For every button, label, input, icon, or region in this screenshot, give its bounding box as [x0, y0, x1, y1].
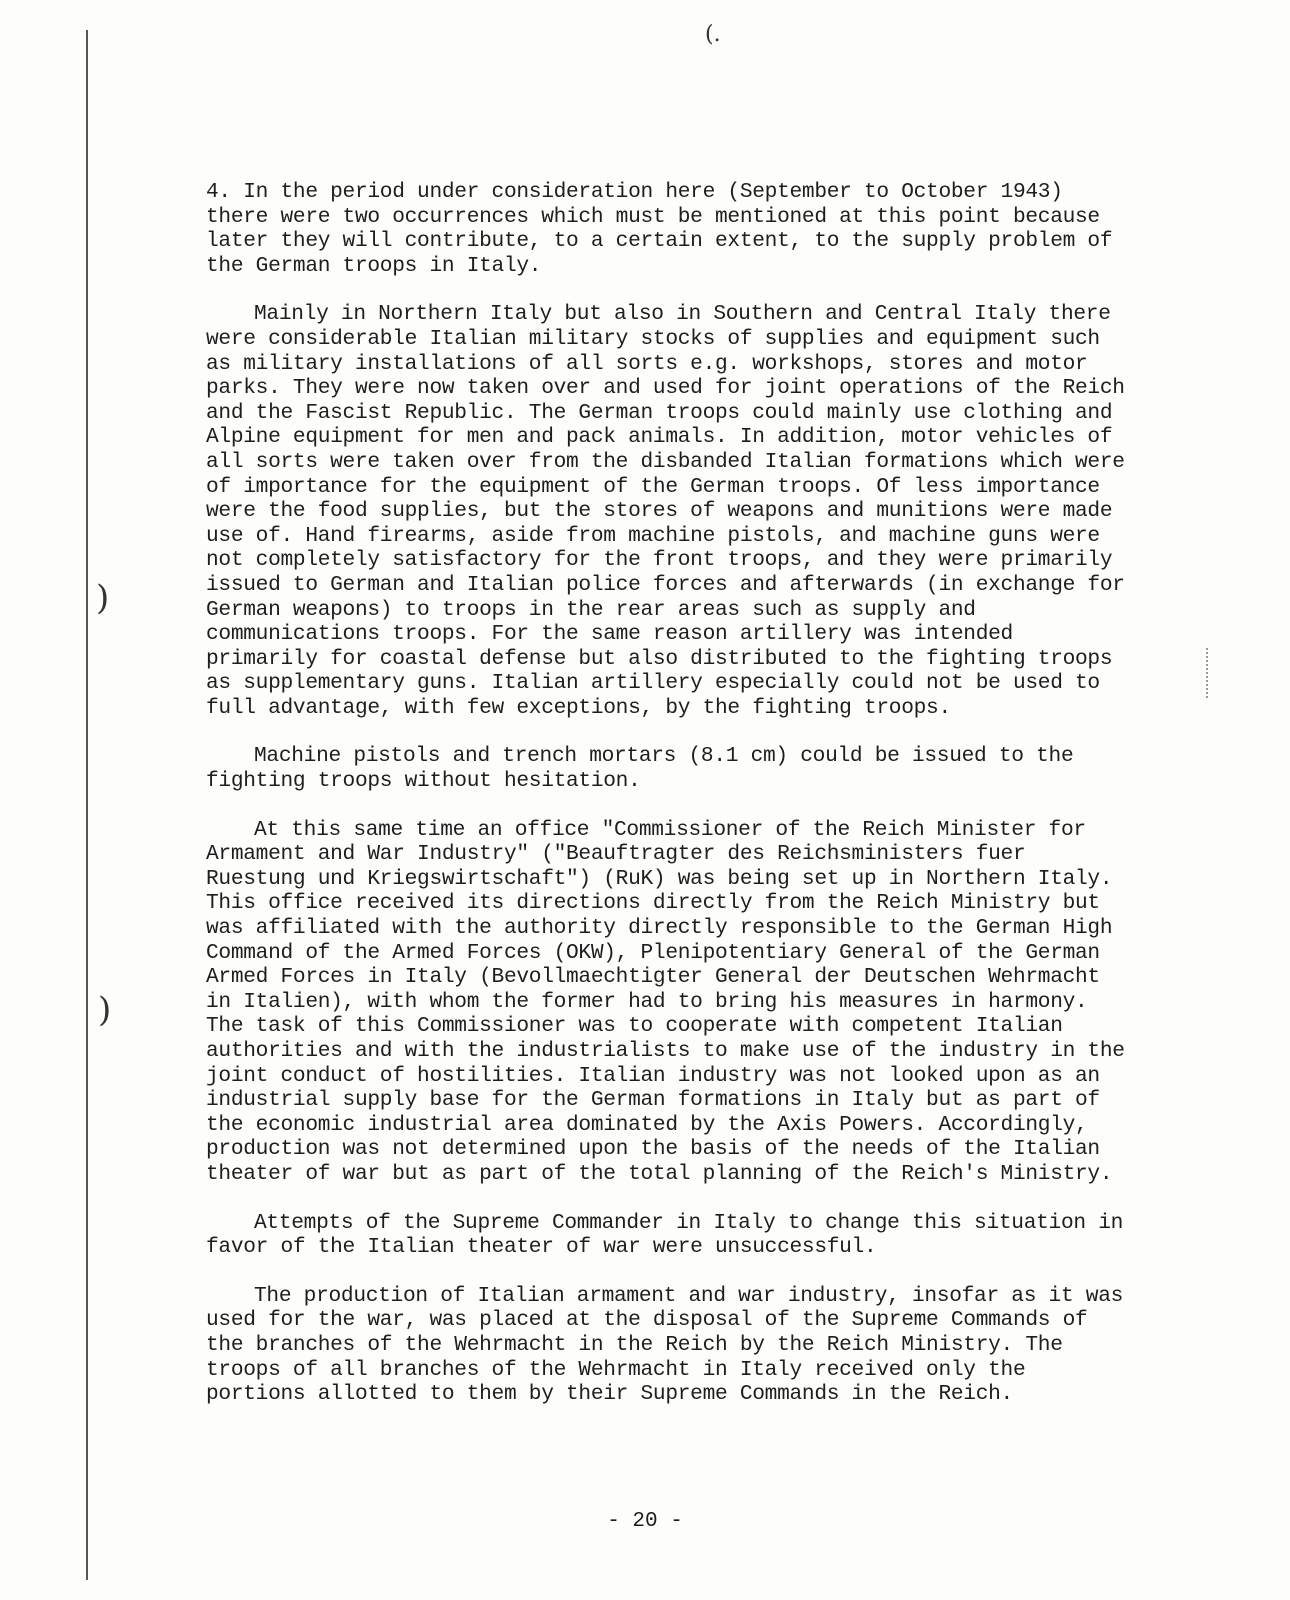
paragraph-attempts: Attempts of the Supreme Commander in Italy to change this situation in favor of the Italian theater of war were unsuccessful. — [206, 1210, 1124, 1260]
margin-specks — [1206, 648, 1210, 698]
margin-bracket-mark: ) — [98, 990, 112, 1030]
paragraph-italian-stocks: Mainly in Northern Italy but also in Southern and Central Italy there were considerable Italian military stocks of supplies and equipment such as military installations of all sorts e.g. workshops, stores and motor parks. They were now taken over and used for joint operations of the Reich and the Fascist Republic. The German troops could mainly use clothing and Alpine equipment for men and pack animals. In addition, motor vehicles of all sorts were taken over from the disbanded Italian formations which were of importance for the equipment of the German troops. Of less importance were the food supplies, but the stores of weapons and munitions were made use of. Hand firearms, aside from machine pistols, and machine guns were not completely satisfactory for the front troops, and they were primarily issued to German and Italian police forces and afterwards (in exchange for German weapons) to troops in the rear areas such as supply and communications troops. For the same reason artillery was intended primarily for coastal defense but also distributed to the fighting troops as supplementary guns. Italian artillery especially could not be used to full advantage, with few exceptions, by the fighting troops. — [206, 302, 1125, 720]
paragraph-production: The production of Italian armament and war industry, insofar as it was used for the war, was placed at the disposal of the Supreme Commands of the branches of the Wehrmacht in the Reich by the Reich Ministry. The troops of all branches of the Wehrmacht in Italy received only the portions allotted to them by their Supreme Commands in the Reich. — [206, 1283, 1124, 1407]
document-body — [206, 180, 1126, 1431]
paragraph-machine-pistols: Machine pistols and trench mortars (8.1 cm) could be issued to the fighting troops without hesitation. — [206, 744, 1074, 794]
margin-bracket-mark: ) — [96, 578, 110, 618]
paragraph-commissioner: At this same time an office "Commissioner of the Reich Minister for Armament and War Industry" ("Beauftragter des Reichsministers fuer Ruestung und Kriegswirtschaft") (RuK) was being set up in Northern Italy. This office received its directions directly from the Reich Ministry but was affiliated with the authority directly responsible to the German High Command of the Armed Forces (OKW), Plenipotentiary General of the German Armed Forces in Italy (Bevollmaechtigter General der Deutschen Wehrmacht in Italien), with whom the former had to bring his measures in harmony. The task of this Commissioner was to cooperate with competent Italian authorities and with the industrialists to make use of the industry in the joint conduct of hostilities. Italian industry was not looked upon as an industrial supply base for the German formations in Italy but as part of the economic industrial area dominated by the Axis Powers. Accordingly, production was not determined upon the basis of the needs of the Italian theater of war but as part of the total planning of the Reich's Ministry. — [206, 817, 1125, 1186]
page-number: - 20 - — [607, 1510, 683, 1533]
paragraph-4: 4. In the period under consideration here (September to October 1943) there were two occurrences which must be mentioned at this point because later they will contribute, to a certain extent, to the supply problem of the German troops in Italy. — [206, 180, 1113, 278]
top-mark: (. — [705, 22, 721, 47]
binding-line — [86, 30, 88, 1580]
